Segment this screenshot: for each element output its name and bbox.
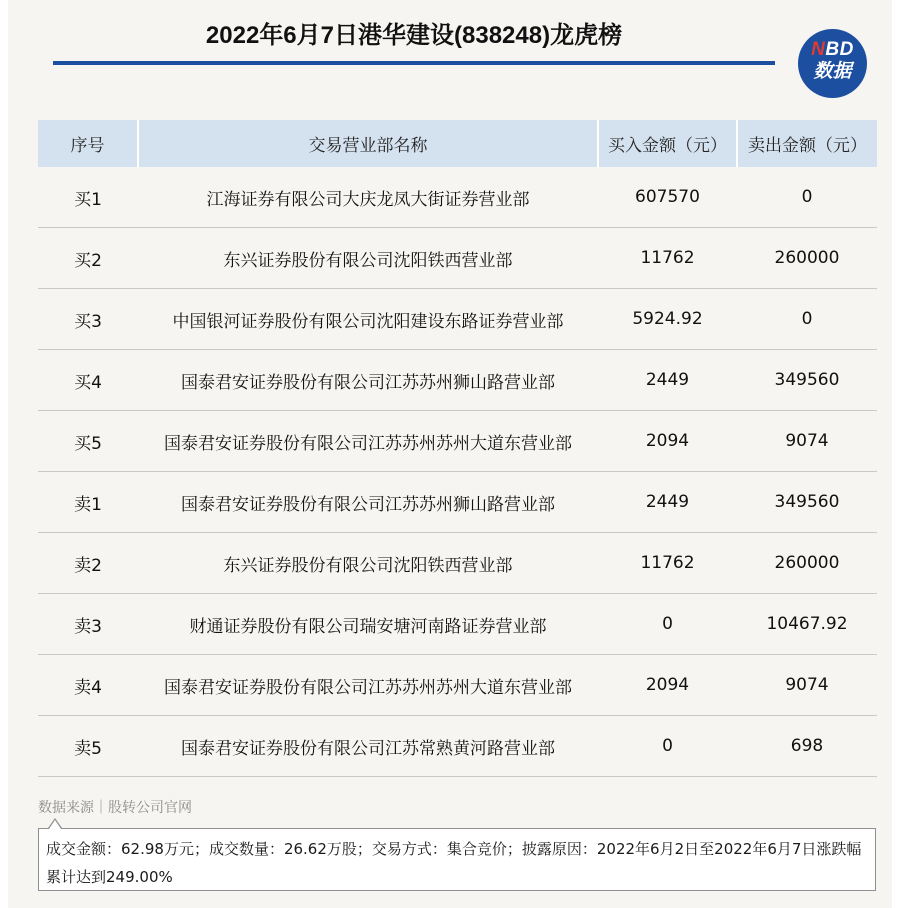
cell-sell: 0 bbox=[737, 167, 877, 228]
card bbox=[8, 0, 892, 908]
logo-text-nbd bbox=[798, 40, 867, 60]
cell-branch: 东兴证券股份有限公司沈阳铁西营业部 bbox=[138, 228, 598, 289]
table-row bbox=[38, 594, 877, 655]
cell-branch: 国泰君安证券股份有限公司江苏常熟黄河路营业部 bbox=[138, 716, 598, 777]
cell-sell: 349560 bbox=[737, 472, 877, 533]
cell-branch: 财通证券股份有限公司瑞安塘河南路证券营业部 bbox=[138, 594, 598, 655]
header-buy-amount: 买入金额（元） bbox=[598, 120, 737, 167]
cell-buy: 2094 bbox=[598, 411, 737, 472]
cell-seq: 买2 bbox=[38, 228, 138, 289]
cell-branch: 中国银河证券股份有限公司沈阳建设东路证券营业部 bbox=[138, 289, 598, 350]
cell-buy: 11762 bbox=[598, 228, 737, 289]
table-row bbox=[38, 167, 877, 228]
cell-branch: 国泰君安证券股份有限公司江苏苏州狮山路营业部 bbox=[138, 350, 598, 411]
cell-sell: 9074 bbox=[737, 411, 877, 472]
cell-sell: 10467.92 bbox=[737, 594, 877, 655]
cell-seq: 卖4 bbox=[38, 655, 138, 716]
cell-branch: 江海证券有限公司大庆龙凤大街证券营业部 bbox=[138, 167, 598, 228]
table-header-row bbox=[38, 120, 877, 167]
trade-summary-note: 成交金额：62.98万元；成交数量：26.62万股；交易方式：集合竞价；披露原因：2022年6月2日至2022年6月7日涨跌幅累计达到249.00% bbox=[38, 828, 876, 891]
page-title: 2022年6月7日港华建设(838248)龙虎榜 bbox=[205, 22, 623, 49]
table-row bbox=[38, 716, 877, 777]
cell-seq: 买5 bbox=[38, 411, 138, 472]
cell-seq: 买4 bbox=[38, 350, 138, 411]
table-row bbox=[38, 289, 877, 350]
cell-seq: 买3 bbox=[38, 289, 138, 350]
cell-sell: 349560 bbox=[737, 350, 877, 411]
logo-text-data: 数据 bbox=[813, 61, 852, 82]
cell-buy: 2094 bbox=[598, 655, 737, 716]
logo-letters-bd: BD bbox=[825, 39, 854, 60]
cell-buy: 607570 bbox=[598, 167, 737, 228]
cell-sell: 0 bbox=[737, 289, 877, 350]
cell-sell: 260000 bbox=[737, 228, 877, 289]
cell-sell: 260000 bbox=[737, 533, 877, 594]
cell-seq: 卖5 bbox=[38, 716, 138, 777]
cell-seq: 买1 bbox=[38, 167, 138, 228]
cell-buy: 0 bbox=[598, 716, 737, 777]
note-caret-fill bbox=[49, 820, 61, 829]
nbd-logo bbox=[798, 29, 867, 98]
cell-buy: 11762 bbox=[598, 533, 737, 594]
header-branch-name: 交易营业部名称 bbox=[138, 120, 598, 167]
data-source: 数据来源｜股转公司官网 bbox=[38, 800, 192, 816]
header-sell-amount: 卖出金额（元） bbox=[737, 120, 877, 167]
cell-seq: 卖1 bbox=[38, 472, 138, 533]
cell-branch: 国泰君安证券股份有限公司江苏苏州狮山路营业部 bbox=[138, 472, 598, 533]
title-underline bbox=[53, 61, 775, 65]
cell-sell: 698 bbox=[737, 716, 877, 777]
cell-buy: 0 bbox=[598, 594, 737, 655]
cell-branch: 国泰君安证券股份有限公司江苏苏州苏州大道东营业部 bbox=[138, 411, 598, 472]
dragon-tiger-table bbox=[38, 120, 877, 777]
header-seq: 序号 bbox=[38, 120, 138, 167]
cell-branch: 东兴证券股份有限公司沈阳铁西营业部 bbox=[138, 533, 598, 594]
table-row bbox=[38, 411, 877, 472]
table-row bbox=[38, 655, 877, 716]
table-row bbox=[38, 228, 877, 289]
table-row bbox=[38, 350, 877, 411]
cell-buy: 5924.92 bbox=[598, 289, 737, 350]
cell-buy: 2449 bbox=[598, 472, 737, 533]
cell-branch: 国泰君安证券股份有限公司江苏苏州苏州大道东营业部 bbox=[138, 655, 598, 716]
logo-letter-n: N bbox=[811, 39, 826, 60]
cell-seq: 卖3 bbox=[38, 594, 138, 655]
table-row bbox=[38, 533, 877, 594]
table-row bbox=[38, 472, 877, 533]
cell-seq: 卖2 bbox=[38, 533, 138, 594]
cell-buy: 2449 bbox=[598, 350, 737, 411]
cell-sell: 9074 bbox=[737, 655, 877, 716]
